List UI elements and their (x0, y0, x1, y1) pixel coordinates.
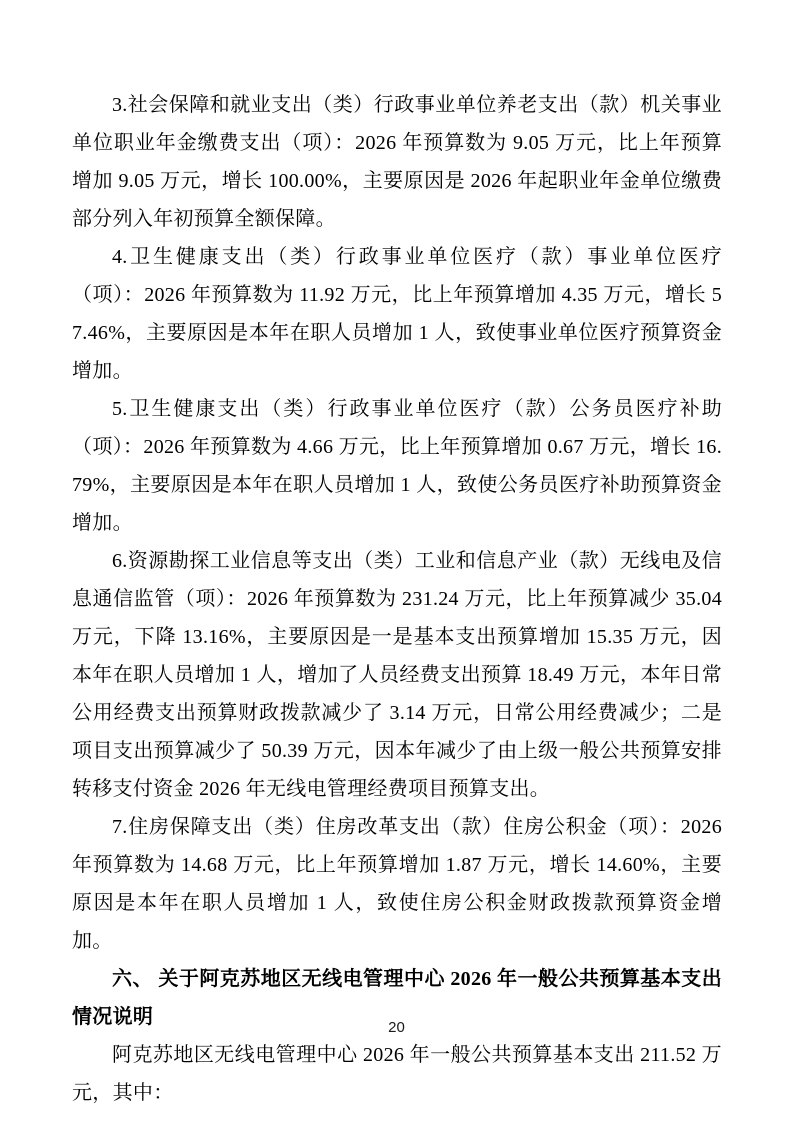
paragraph-housing-fund: 7.住房保障支出（类）住房改革支出（款）住房公积金（项）：2026 年预算数为 14.68 万元，比上年预算增加 1.87 万元，增长 14.60%，主要原因是本年在职人员增加 1 人，致使住房公积金财政拨款预算资金增加。 (72, 816, 722, 952)
document-content (72, 86, 722, 1112)
paragraph-social-security-pension: 3.社会保障和就业支出（类）行政事业单位养老支出（款）机关事业单位职业年金缴费支出（项）：2026 年预算数为 9.05 万元，比上年预算增加 9.05 万元，增长 100.00%，主要原因是 2026 年起职业年金单位缴费部分列入年初预算全额保障。 (72, 94, 722, 230)
paragraph-resource-exploration-radio: 6.资源勘探工业信息等支出（类）工业和信息产业（款）无线电及信息通信监管（项）：2026 年预算数为 231.24 万元，比上年预算减少 35.04 万元，下降 13.16%，主要原因是一是基本支出预算增加 15.35 万元，因本年在职人员增加 1 人，增加了人员经费支出预算 18.49 万元，本年日常公用经费支出预算财政拨款减少了 3.14 万元，日常公用经费减少；二是项目支出预算减少了 50.39 万元，因本年减少了由上级一般公共预算安排转移支付资金 2026 年无线电管理经费项目预算支出。 (72, 550, 722, 800)
paragraph-basic-expenditure-total: 阿克苏地区无线电管理中心 2026 年一般公共预算基本支出 211.52 万元，其中： (72, 1044, 722, 1104)
paragraph-health-institution-medical: 4.卫生健康支出（类）行政事业单位医疗（款）事业单位医疗（项）：2026 年预算数为 11.92 万元，比上年预算增加 4.35 万元，增长 57.46%，主要原因是本年在职人员增加 1 人，致使事业单位医疗预算资金增加。 (72, 246, 722, 382)
section-heading-basic-expenditure: 六、 关于阿克苏地区无线电管理中心 2026 年一般公共预算基本支出情况说明 (72, 968, 722, 1028)
paragraph-health-civil-servant-medical: 5.卫生健康支出（类）行政事业单位医疗（款）公务员医疗补助（项）：2026 年预算数为 4.66 万元，比上年预算增加 0.67 万元，增长 16.79%，主要原因是本年在职人员增加 1 人，致使公务员医疗补助预算资金增加。 (72, 398, 722, 534)
page-number: 20 (388, 1019, 405, 1036)
